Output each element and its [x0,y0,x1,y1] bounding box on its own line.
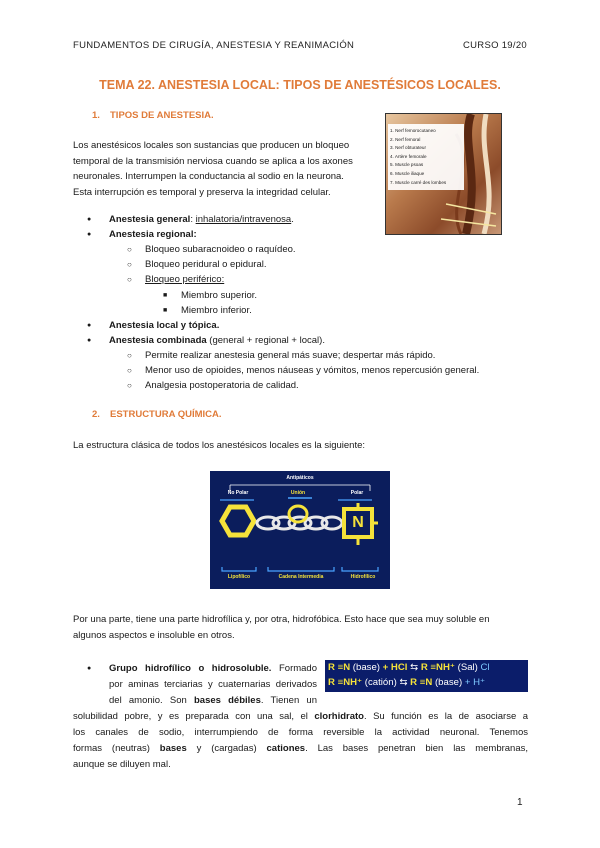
formula-row: R ≡N (base) + HCl ⇆ R ≡NH⁺ (Sal) Cl [328,662,490,673]
structure-intro: La estructura clásica de todos los anestésicos locales es la siguiente: [73,440,366,451]
page-title: TEMA 22. ANESTESIA LOCAL: TIPOS DE ANESTÉSICOS LOCALES. [99,78,501,92]
section-number: 1. [92,110,100,121]
hydrophilic-group-body [73,709,528,773]
anatomy-label: 3. Nerf obturateur [390,145,427,151]
anesthesia-types-list [109,212,294,242]
paragraph-line: aunque se diluyen mal. [73,759,171,770]
paragraph-line: algunos aspectos e insoluble en otros. [73,629,235,641]
anatomy-label: 7. Muscle carré des lombes [390,179,447,185]
diagram-polar-label: Polar [350,490,364,496]
paragraph-line: solubilidad pobre, y es preparada con una sal, el clorhidrato. Su función es la de asociarse a [73,711,528,722]
list-item: ○ Menor uso de opioides, menos náuseas y vómitos, menos repercusión general. [145,363,479,378]
list-item: ● Anestesia local y tópica. [109,318,325,333]
list-item: ● Anestesia combinada (general + regional + local). [109,333,325,348]
list-item: ○ Permite realizar anestesia general más suave; despertar más rápido. [145,348,479,363]
formula-row: R ≡NH⁺ (catión) ⇆ R ≡N (base) + H⁺ [328,677,486,688]
anatomy-label: 1. Nerf femorocutaneo [390,128,436,133]
list-item: ● Grupo hidrofílico o hidrosoluble. Formado [109,661,317,677]
anatomy-legend [388,124,464,190]
diagram-nitrogen-letter: N [352,514,364,531]
paragraph-line: formas (neutras) bases y (cargadas) cationes. Las bases penetran bien las membranas, [73,743,529,754]
list-item: ● Anestesia general: inhalatoria/intravenosa. [109,212,294,227]
list-item: ● Anestesia regional: [109,227,294,242]
header-course-title: FUNDAMENTOS DE CIRUGÍA, ANESTESIA Y REANIMACIÓN [73,40,355,51]
hydrophilic-group-intro [109,661,317,709]
anatomy-image [385,113,502,235]
anatomy-label: 2. Nerf femoral [390,136,421,142]
intro-line: Los anestésicos locales son sustancias que producen un bloqueo [73,140,350,151]
paragraph-line: los canales de sodio, interrumpiendo de forma reversible la actividad neuronal. Tenemos [73,727,528,738]
chemical-structure-diagram [210,471,390,589]
section-heading-2 [92,409,222,420]
regional-sublist [145,242,296,287]
section-heading-1 [92,110,214,121]
list-item: ○ Bloqueo subaracnoideo o raquídeo. [145,242,296,257]
diagram-lipophilic-label: Lipofílico [227,574,251,580]
diagram-top-label: Antipáticos [286,475,314,481]
hydrophilic-paragraph [73,612,528,643]
anatomy-label: 6. Muscle iliaque [390,170,425,176]
list-item: ○ Analgesia postoperatoria de calidad. [145,378,479,393]
diagram-union-label: Unión [290,490,306,496]
list-item: ○ Bloqueo periférico: [145,272,296,287]
paragraph-line: por aminas terciarias y cuaternarias derivados [109,679,317,690]
paragraph-line: del amonio. Son bases débiles. Tienen un [109,695,317,706]
intro-paragraph [73,138,377,200]
paragraph-line: Por una parte, tiene una parte hidrofílica y, por otra, hidrofóbica. Esto hace que sea muy soluble en [73,614,490,625]
section-label: TIPOS DE ANESTESIA. [110,110,214,121]
list-item: ■ Miembro superior. [181,288,257,303]
general-types-link: inhalatoria/intravenosa [195,214,292,225]
diagram-hydrophilic-label: Hidrofílico [350,574,376,580]
diagram-chain-label: Cadena Intermedia [278,574,324,580]
header-course-year: CURSO 19/20 [462,40,527,51]
intro-line: temporal de la transmisión nerviosa cuando se aplica a los axones [73,155,353,167]
peripheral-sublist [181,288,257,318]
list-item: ■ Miembro inferior. [181,303,257,318]
intro-line: neuronales. Interrumpen la conductancia al sodio en la neurona. [73,171,344,182]
section-label: ESTRUCTURA QUÍMICA. [110,409,222,420]
combined-sublist [145,348,479,393]
page-number: 1 [517,797,523,808]
intro-line: Esta interrupción es temporal y preserva la integridad celular. [73,186,331,198]
anesthesia-types-list-cont [109,318,325,348]
anatomy-label: 5. Muscle psoas [390,162,424,168]
list-item: ○ Bloqueo peridural o epidural. [145,257,296,272]
anatomy-label: 4. Artère femorale [390,153,427,159]
ionization-formula-image [325,660,528,692]
diagram-nonpolar-label: No Polar [227,490,249,496]
section-number: 2. [92,409,100,420]
